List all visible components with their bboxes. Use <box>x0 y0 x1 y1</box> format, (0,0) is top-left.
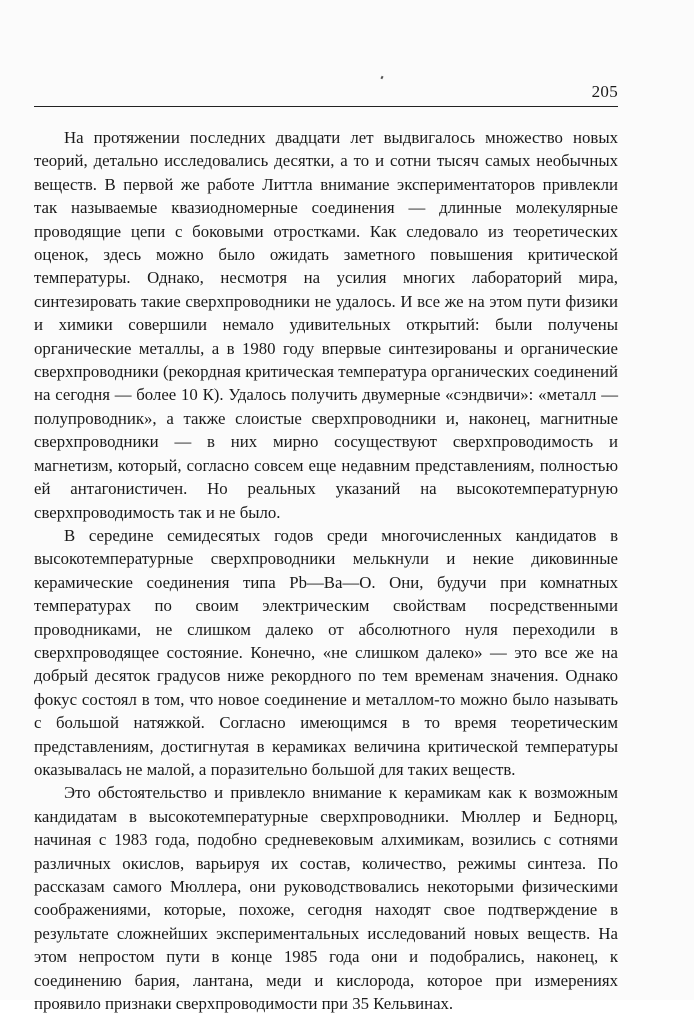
scan-speck <box>380 76 383 80</box>
body-text <box>34 126 618 1015</box>
paragraph-1: На протяжении последних двадцати лет выдвигалось множество новых теорий, детально исследовались десятки, а то и сотни тысяч самых необычных веществ. В первой же работе Литтла внимание экспериментаторов привлекли так называемые квазиодномерные соединения — длинные молекулярные проводящие цепи с боковыми отростками. Как следовало из теоретических оценок, здесь можно было ожидать заметного повышения критической температуры. Однако, несмотря на усилия многих лабораторий мира, синтезировать такие сверхпроводники не удалось. И все же на этом пути физики и химики совершили немало удивительных открытий: были получены органические металлы, а в 1980 году впервые синтезированы и органические сверхпроводники (рекордная критическая температура органических соединений на сегодня — более 10 К). Удалось получить двумерные «сэндвичи»: «металл — полупроводник», а также слоистые сверхпроводники и, наконец, магнитные сверхпроводники — в них мирно сосуществуют сверхпроводимость и магнетизм, который, согласно совсем еще недавним представлениям, полностью ей антагонистичен. Но реальных указаний на высокотемпературную сверхпроводимость так и не было. <box>34 128 618 522</box>
paragraph-3: Это обстоятельство и привлекло внимание к керамикам как к возможным кандидатам в высокотемпературные сверхпроводники. Мюллер и Беднорц, начиная с 1983 года, подобно средневековым алхимикам, возились с сотнями различных окислов, варьируя их состав, количество, режимы синтеза. По рассказам самого Мюллера, они руководствовались некоторыми физическими соображениями, которые, похоже, сегодня находят свое подтверждение в результате сложнейших экспериментальных исследований новых веществ. На этом непростом пути в конце 1985 года они и подобрались, наконец, к соединению бария, лантана, меди и кислорода, которое при измерениях проявило признаки сверхпроводимости при 35 Кельвинах. <box>34 783 618 1014</box>
paragraph-2: В середине семидесятых годов среди многочисленных кандидатов в высокотемпературные сверхпроводники мелькнули и некие диковинные керамические соединения типа Pb—Ba—O. Они, будучи при комнатных температурах по своим электрическим свойствам посредственными проводниками, не слишком далеко от абсолютного нуля переходили в сверхпроводящее состояние. Конечно, «не слишком далеко» — это все же на добрый десяток градусов ниже рекордного по тем временам значения. Однако фокус состоял в том, что новое соединение и металлом-то можно было называть с большой натяжкой. Согласно имеющимся в то время теоретическим представлениям, достигнутая в керамиках величина критической температуры оказывалась не малой, а поразительно большой для таких веществ. <box>34 525 618 779</box>
header-rule <box>34 106 618 107</box>
page-number: 205 <box>591 82 618 101</box>
